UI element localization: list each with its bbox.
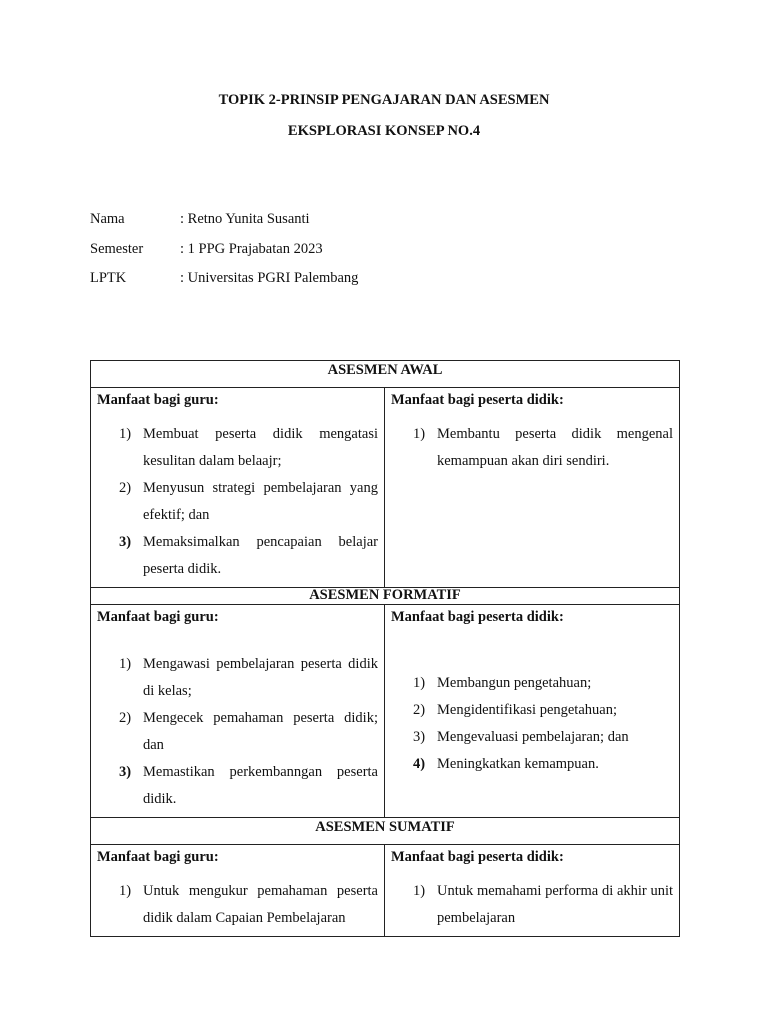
column-heading-guru: Manfaat bagi guru:	[97, 609, 219, 625]
item-number: 2)	[119, 710, 132, 726]
item-number: 3)	[119, 534, 132, 550]
item-text: Meningkatkan kemampuan.	[437, 756, 599, 772]
item-text: Mengawasi pembelajaran peserta didik di kelas;	[143, 656, 378, 699]
info-row-nama	[90, 211, 310, 228]
column-heading-guru: Manfaat bagi guru:	[97, 392, 219, 408]
item-text: Untuk mengukur pemahaman peserta didik dalam Capaian Pembelajaran	[143, 883, 378, 926]
info-label: Semester	[90, 241, 144, 257]
list-siswa-sumatif	[391, 878, 673, 932]
info-value: : 1 PPG Prajabatan 2023	[180, 241, 323, 257]
list-item	[391, 878, 673, 932]
item-text: Membangun pengetahuan;	[437, 675, 592, 691]
item-number: 2)	[119, 480, 132, 496]
list-item	[97, 878, 378, 932]
list-item	[97, 421, 378, 475]
item-text: Mengecek pemahaman peserta didik; dan	[143, 710, 378, 753]
list-item	[97, 759, 378, 813]
item-number: 1)	[413, 883, 426, 899]
list-siswa-awal	[391, 421, 673, 475]
item-number: 4)	[413, 756, 426, 772]
list-item	[97, 651, 378, 705]
item-number: 1)	[413, 675, 426, 691]
section-heading-formatif: ASESMEN FORMATIF	[91, 588, 680, 605]
list-item	[97, 475, 378, 529]
list-guru-awal	[97, 421, 378, 583]
list-item	[391, 421, 673, 475]
column-heading-siswa: Manfaat bagi peserta didik:	[391, 392, 564, 408]
list-item	[391, 724, 673, 751]
item-text: Membuat peserta didik mengatasi kesulitan dalam belaajr;	[143, 426, 378, 469]
item-text: Membantu peserta didik mengenal kemampuan akan diri sendiri.	[437, 426, 674, 469]
cell-siswa-sumatif	[385, 845, 680, 937]
column-heading-siswa: Manfaat bagi peserta didik:	[391, 609, 564, 625]
list-item	[97, 705, 378, 759]
item-text: Memaksimalkan pencapaian belajar peserta didik.	[143, 534, 378, 577]
cell-siswa-awal	[385, 388, 680, 588]
info-value: : Retno Yunita Susanti	[180, 211, 310, 227]
item-number: 1)	[119, 656, 132, 672]
document-title: TOPIK 2-PRINSIP PENGAJARAN DAN ASESMEN	[218, 92, 550, 108]
info-row-semester	[90, 241, 323, 258]
cell-guru-formatif	[91, 605, 385, 818]
list-item	[391, 670, 673, 697]
cell-guru-sumatif	[91, 845, 385, 937]
list-guru-sumatif	[97, 878, 378, 932]
list-siswa-formatif	[391, 670, 673, 778]
list-guru-formatif	[97, 651, 378, 813]
cell-siswa-formatif	[385, 605, 680, 818]
item-number: 3)	[119, 764, 132, 780]
item-text: Menyusun strategi pembelajaran yang efektif; dan	[143, 480, 378, 523]
section-heading-awal: ASESMEN AWAL	[91, 361, 680, 388]
column-heading-guru: Manfaat bagi guru:	[97, 849, 219, 865]
list-item	[97, 529, 378, 583]
info-value: : Universitas PGRI Palembang	[180, 270, 359, 286]
list-item	[391, 751, 673, 778]
list-item	[391, 697, 673, 724]
item-number: 1)	[413, 426, 426, 442]
section-heading-sumatif: ASESMEN SUMATIF	[91, 818, 680, 845]
info-label: LPTK	[90, 270, 127, 286]
item-number: 3)	[413, 729, 426, 745]
column-heading-siswa: Manfaat bagi peserta didik:	[391, 849, 564, 865]
item-text: Untuk memahami performa di akhir unit pembelajaran	[437, 883, 674, 926]
info-label: Nama	[90, 211, 125, 227]
item-text: Mengidentifikasi pengetahuan;	[437, 702, 617, 718]
assessment-table	[90, 360, 680, 937]
item-number: 1)	[119, 426, 132, 442]
info-row-lptk	[90, 270, 358, 287]
document-subtitle: EKSPLORASI KONSEP NO.4	[287, 123, 481, 139]
item-text: Mengevaluasi pembelajaran; dan	[437, 729, 629, 745]
cell-guru-awal	[91, 388, 385, 588]
item-number: 2)	[413, 702, 426, 718]
item-number: 1)	[119, 883, 132, 899]
item-text: Memastikan perkembanngan peserta didik.	[143, 764, 378, 807]
